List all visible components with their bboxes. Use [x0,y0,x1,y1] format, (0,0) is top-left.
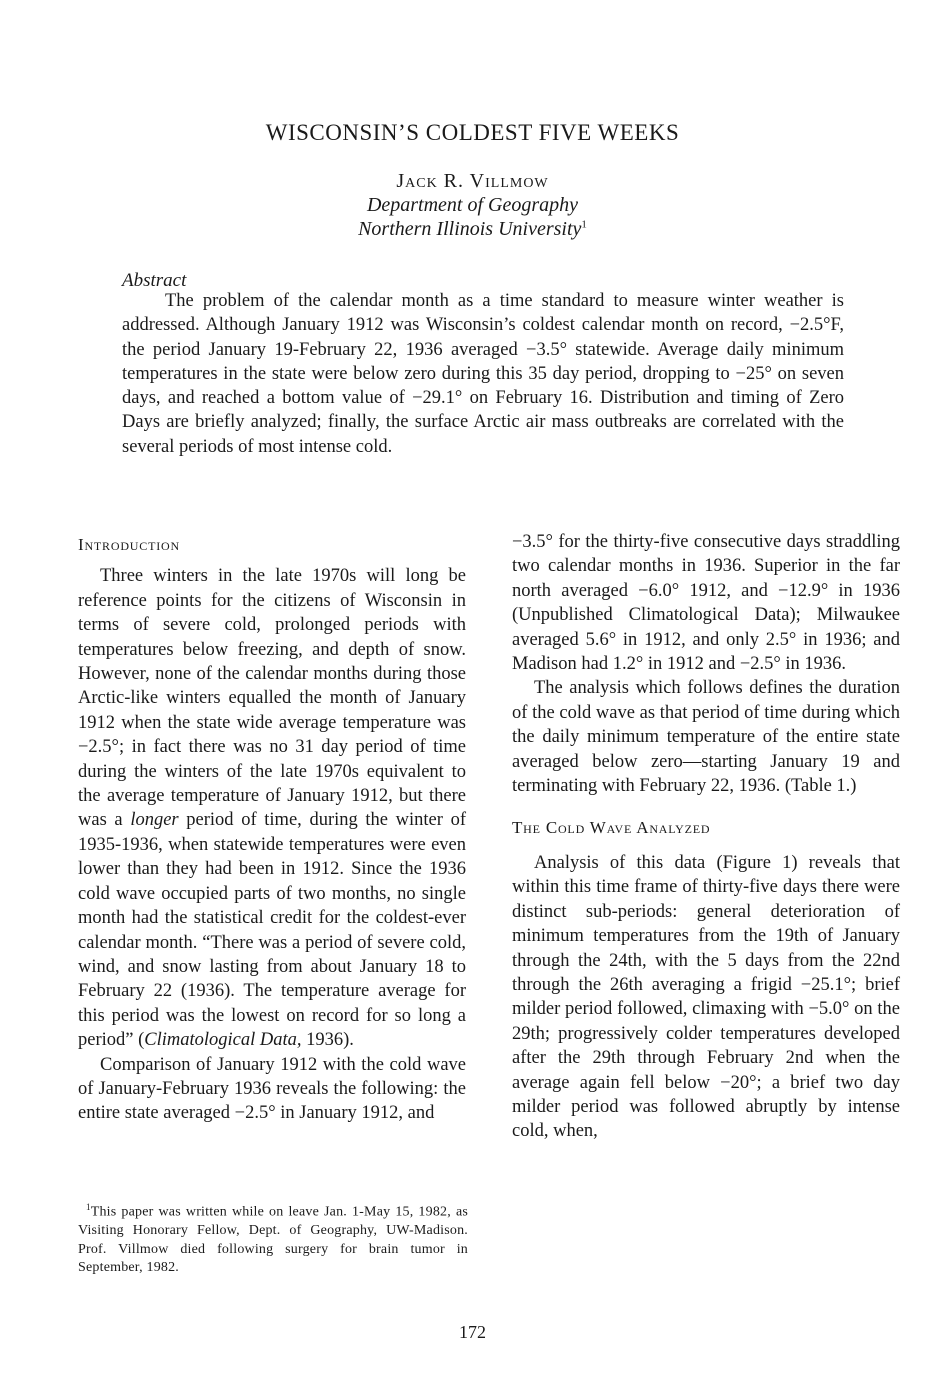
footnote: $^1$This paper was written while on leave Jan. 1-May 15, 1982, as Visiting Honorary Fellow, Dept. of Geography, UW-Madison. Prof. Villmow died following surgery for brain tumor in September, 1982. [78,1202,468,1276]
abstract-text: The problem of the calendar month as a time standard to measure winter weather is addressed. Although January 1912 was Wisconsin’s coldest calendar month on record, −2.5°F, the period January 19-February 22, 1936 averaged −3.5° statewide. Average daily minimum temperatures in the state were below zero during this 35 day period, dropping to −25° on seven days, and reached a bottom value of −29.1° on February 16. Distribution and timing of Zero Days are briefly analyzed; finally, the surface Arctic air mass outbreaks are correlated with the several periods of most intense cold. [122,291,844,457]
right-column [512,530,900,1144]
affiliation-footnote-marker: 1 [581,218,587,231]
affiliation-department: Department of Geography [366,194,579,216]
page-number: 172 [459,1322,486,1342]
footnote-marker: 1 [86,1202,91,1212]
introduction-heading: Introduction [78,535,180,554]
affiliation-university: Northern Illinois University$^1$ [358,218,587,240]
cold-wave-paragraph-1: Analysis of this data (Figure 1) reveals that within this time frame of thirty-five days there were distinct sub-periods: general deterioration of minimum temperatures from the 19th of January through the 24th, with the 5 days from the 22nd through the 26th averaging a frigid −25.1°; brief milder period followed, climaxing with −5.0° on the 29th; progressively colder temperatures developed after the 29th through February 2nd when the average again fell below −20°; a brief two day milder period was followed abruptly by intense cold, when, [512,852,900,1142]
introduction-paragraph-2: Comparison of January 1912 with the cold wave of January-February 1936 reveals the following: the entire state averaged −2.5° in January 1912, and [78,1054,466,1124]
introduction-paragraph-1: Three winters in the late 1970s will long be reference points for the citizens of Wisconsin in terms of severe cold, prolonged periods with temperatures below freezing, and depth of snow. However, none of the calendar months during those Arctic-like winters equalled the month of January 1912 when the state wide average temperature was −2.5°; in fact there was no 31 day period of time during the winters of the late 1970s equivalent to the average temperature of January 1912, but there was a longer period of time, during the winter of 1935-1936, when statewide temperatures were even lower than they had been in 1912. Since the 1936 cold wave occupied parts of two months, no single month had the statistical credit for the coldest-ever calendar month. “There was a period of severe cold, wind, and snow lasting from about January 18 to February 22 (1936). The temperature average for this period was the lowest on record for so long a period” (Climatological Data, 1936). [78,566,466,1051]
paper-title: WISCONSIN’S COLDEST FIVE WEEKS [265,120,680,145]
cold-wave-heading: The Cold Wave Analyzed [512,818,711,838]
introduction-paragraph-2-continued: −3.5° for the thirty-five consecutive days straddling two calendar months in 1936. Superior in the far north averaged −6.0° 1912, and −12.9° in 1936 (Unpublished Climatological Data); Milwaukee averaged 5.6° in 1912, and only 2.5° in 1936; and Madison had 1.2° in 1912 and −2.5° in 1936. [512,532,900,675]
left-column [78,530,466,1126]
introduction-paragraph-3: The analysis which follows defines the duration of the cold wave as that period of time during which the daily minimum temperature of the entire state averaged below zero—starting January 19 and terminating with February 22, 1936. (Table 1.) [512,678,900,797]
abstract-heading: Abstract [122,270,187,291]
author-name: Jack R. Villmow [396,170,549,192]
